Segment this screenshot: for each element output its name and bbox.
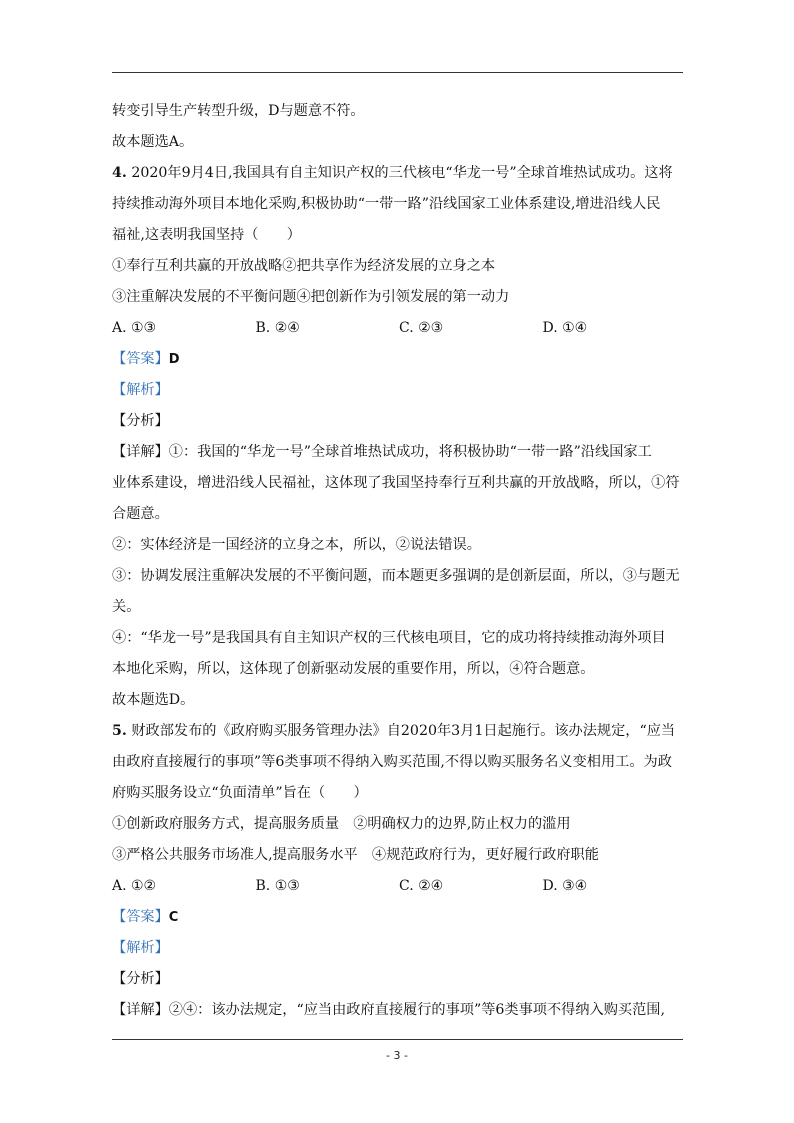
detail-line: 关。	[112, 599, 141, 615]
question-number: 5.	[112, 723, 127, 739]
statement-line: ①奉行互利共赢的开放战略②把共享作为经济发展的立身之本	[112, 258, 496, 274]
option-a: A. ①②	[112, 878, 157, 894]
fenxi-tag: 【分析】	[112, 971, 169, 987]
page-number: - 3 -	[386, 1049, 408, 1062]
option-c: C. ②④	[399, 878, 444, 894]
question-number: 4.	[112, 165, 127, 181]
question-5-stem	[112, 716, 686, 747]
statement-line: ③注重解决发展的不平衡问题④把创新作为引领发展的第一动力	[112, 289, 510, 305]
analysis-tag: 【解析】	[112, 382, 169, 398]
text-line: 转变引导生产转型升级，D与题意不符。	[112, 103, 365, 119]
statement-line: ③严格公共服务市场准人,提高服务水平 ④规范政府行为，更好履行政府职能	[112, 847, 599, 863]
question-text: 福祉,这表明我国坚持（ ）	[112, 227, 301, 243]
answer-value: C	[168, 910, 179, 925]
option-d: D. ①④	[542, 320, 588, 336]
question-text: 财政部发布的《政府购买服务管理办法》自2020年3月1日起施行。该办法规定，“应当	[126, 723, 676, 739]
detail-text: ②④：该办法规定，“应当由政府直接履行的事项”等6类事项不得纳入购买范围,	[168, 1002, 665, 1018]
detail-line: ③：协调发展注重解决发展的不平衡问题，而本题更多强调的是创新层面，所以，③与题无	[112, 568, 680, 584]
detail-tag: 【详解】	[112, 1002, 169, 1018]
answer-tag: 【答案】	[112, 351, 169, 367]
question-text: 2020年9月4日,我国具有自主知识产权的三代核电“华龙一号”全球首堆热试成功。这将	[126, 165, 673, 181]
question-text: 持续推动海外项目本地化采购,积极协助“一带一路”沿线国家工业体系建设,增进沿线人民	[112, 196, 661, 212]
answer-value: D	[168, 352, 180, 367]
question-text: 由政府直接履行的事项”等6类事项不得纳入购买范围,不得以购买服务名义变相用工。为政	[112, 754, 672, 770]
detail-tag: 【详解】	[112, 444, 169, 460]
answer-tag: 【答案】	[112, 909, 169, 925]
conclusion-line: 故本题选D。	[112, 692, 195, 708]
detail-line: ②：实体经济是一国经济的立身之本，所以，②说法错误。	[112, 537, 481, 553]
question-4-stem	[112, 158, 686, 189]
detail-line: 业体系建设，增进沿线人民福祉，这体现了我国坚持奉行互利共赢的开放战略，所以，①符	[112, 475, 680, 491]
fenxi-tag: 【分析】	[112, 413, 169, 429]
option-b: B. ②④	[255, 320, 300, 336]
answer-line	[112, 902, 686, 933]
option-a: A. ①③	[112, 320, 157, 336]
option-b: B. ①③	[255, 878, 300, 894]
question-text: 府购买服务设立“负面清单”旨在（ ）	[112, 785, 368, 801]
detail-line: 合题意。	[112, 506, 169, 522]
detail-line: 本地化采购，所以，这体现了创新驱动发展的重要作用，所以，④符合题意。	[112, 661, 595, 677]
detail-line: ④：“华龙一号”是我国具有自主知识产权的三代核电项目，它的成功将持续推动海外项目	[112, 630, 666, 646]
footer-rule	[112, 1039, 683, 1040]
statement-line: ①创新政府服务方式，提高服务质量 ②明确权力的边界,防止权力的滥用	[112, 816, 571, 832]
question-4-options	[112, 313, 686, 344]
analysis-tag: 【解析】	[112, 940, 169, 956]
page-body	[112, 96, 686, 1026]
answer-line	[112, 344, 686, 375]
detail-line	[112, 995, 686, 1026]
text-line: 故本题选A。	[112, 134, 194, 150]
option-d: D. ③④	[542, 878, 588, 894]
detail-text: ①：我国的“华龙一号”全球首堆热试成功，将积极协助“一带一路”沿线国家工	[168, 444, 652, 460]
header-rule	[112, 72, 683, 73]
question-5-options	[112, 871, 686, 902]
detail-line	[112, 437, 686, 468]
option-c: C. ②③	[399, 320, 444, 336]
